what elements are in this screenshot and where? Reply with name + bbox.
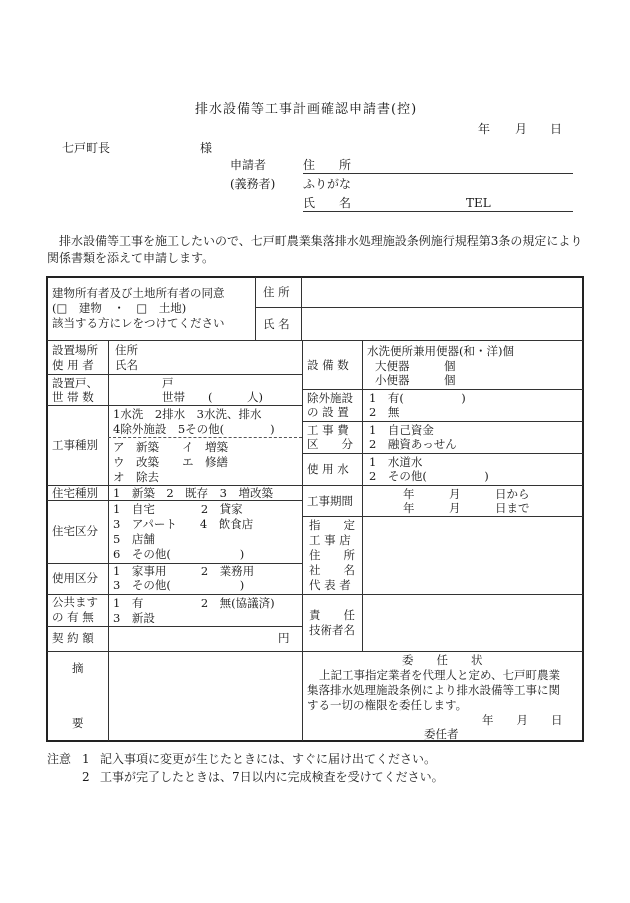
exclusion-facility-label-1: 除外施設 <box>307 391 353 405</box>
exclusion-facility-label-2: の 設 置 <box>307 405 349 419</box>
worktype-options-2[interactable]: 4除外施設 5その他( ) <box>113 422 275 436</box>
note-2-number: 2 <box>82 770 90 784</box>
consent-name-label: 氏 名 <box>263 317 290 331</box>
engineer-name-field[interactable] <box>368 600 578 645</box>
addressee-honorific: 様 <box>200 141 213 155</box>
application-statement-line2: 関係書類を添えて申請します。 <box>47 251 215 265</box>
consent-checkboxes[interactable]: (□ 建物 ・ □ 土地) <box>52 301 187 315</box>
consent-name-field[interactable] <box>310 316 580 334</box>
cost-category-option-1[interactable]: 1 自己資金 <box>369 423 434 437</box>
public-box-label-2: の 有 無 <box>52 610 94 624</box>
document-title: 排水設備等工事計画確認申請書(控) <box>195 102 418 117</box>
households-label-2: 世 帯 数 <box>52 390 94 404</box>
applicant-address-underline <box>303 173 573 174</box>
location-label-1: 設置場所 <box>52 343 98 357</box>
obligor-label: (義務者) <box>230 177 276 191</box>
power-of-attorney-signer[interactable]: 委任者 <box>424 727 459 741</box>
power-of-attorney-title: 委 任 状 <box>402 653 483 667</box>
usecat-options-1[interactable]: 1 家事用 2 業務用 <box>113 564 255 578</box>
applicant-tel-label: TEL <box>466 196 491 210</box>
work-period-label: 工事期間 <box>307 494 353 508</box>
cost-category-label-1: 工 事 費 <box>307 423 349 437</box>
engineer-label-1: 責 任 <box>309 608 355 622</box>
housetype-options[interactable]: 1 新築 2 既存 3 増改築 <box>113 486 273 500</box>
housecat-options-2[interactable]: 3 アパート 4 飲食店 <box>113 517 254 531</box>
contract-amount-field[interactable] <box>115 630 275 646</box>
work-period-to[interactable]: 年 月 日まで <box>403 501 530 515</box>
water-source-label: 使 用 水 <box>307 462 349 476</box>
engineer-label-2: 技術者名 <box>309 623 355 637</box>
worktype-options-4[interactable]: ウ 改築 エ 修繕 <box>113 455 228 469</box>
households-label-1: 設置戸、 <box>52 376 98 390</box>
equipment-count-line-3[interactable]: 小便器 個 <box>375 373 456 387</box>
worktype-options-1[interactable]: 1水洗 2排水 3水洗、排水 <box>113 407 262 421</box>
worktype-options-3[interactable]: ア 新築 イ 増築 <box>113 440 228 454</box>
date-day-label: 日 <box>550 122 563 136</box>
usecat-options-2[interactable]: 3 その他( ) <box>113 578 245 592</box>
location-name-field[interactable]: 氏名 <box>115 358 138 372</box>
remarks-label-2: 要 <box>72 716 84 730</box>
cost-category-label-2: 区 分 <box>307 437 353 451</box>
public-box-label-1: 公共ます <box>52 595 98 609</box>
housecat-label: 住宅区分 <box>52 524 98 538</box>
power-of-attorney-line-3: する一切の権限を委任します。 <box>307 698 468 712</box>
water-source-option-2[interactable]: 2 その他( ) <box>369 469 489 483</box>
housecat-options-4[interactable]: 6 その他( ) <box>113 547 245 561</box>
worktype-options-5[interactable]: オ 除去 <box>113 470 159 484</box>
consent-address-label: 住 所 <box>263 285 290 299</box>
application-statement-line1: 排水設備等工事を施工したいので、七戸町農業集落排水処理施設条例施行規程第3条の規定により <box>59 234 583 248</box>
households-count-field[interactable]: 戸 <box>162 376 174 390</box>
exclusion-facility-option-1[interactable]: 1 有( ) <box>369 391 466 405</box>
note-1-number: 1 <box>82 752 90 766</box>
contract-amount-label: 契 約 額 <box>52 631 94 645</box>
contract-amount-unit: 円 <box>278 631 290 645</box>
addressee: 七戸町長 <box>62 141 111 155</box>
location-label-2: 使 用 者 <box>52 358 94 372</box>
power-of-attorney-date[interactable]: 年 月 日 <box>482 713 563 727</box>
work-period-from[interactable]: 年 月 日から <box>403 487 530 501</box>
housecat-options-3[interactable]: 5 店舗 <box>113 532 155 546</box>
public-box-options-1[interactable]: 1 有 2 無(協議済) <box>113 596 275 610</box>
applicant-name-underline <box>303 211 573 212</box>
contractor-label-3: 住 所 <box>309 548 355 562</box>
equipment-count-line-2[interactable]: 大便器 個 <box>375 359 456 373</box>
contractor-label-4: 社 名 <box>309 563 355 577</box>
applicant-name-label: 氏 名 <box>303 196 352 210</box>
note-2-text: 工事が完了したときは、7日以内に完成検査を受けてください。 <box>100 770 444 784</box>
housecat-options-1[interactable]: 1 自宅 2 貸家 <box>113 502 243 516</box>
consent-text-line1: 建物所有者及び土地所有者の同意 <box>52 286 225 300</box>
contractor-label-2: 工 事 店 <box>309 533 351 547</box>
note-1-text: 記入事項に変更が生じたときには、すぐに届け出てください。 <box>100 752 437 766</box>
exclusion-facility-option-2[interactable]: 2 無 <box>369 405 400 419</box>
equipment-count-line-1[interactable]: 水洗便所兼用便器(和・洋)個 <box>367 344 514 358</box>
applicant-label: 申請者 <box>230 158 267 172</box>
applicant-furigana-label: ふりがな <box>303 177 352 191</box>
power-of-attorney-line-1: 上記工事指定業者を代理人と定め、七戸町農業 <box>319 668 561 682</box>
consent-address-field[interactable] <box>310 285 580 303</box>
applicant-address-label: 住 所 <box>303 158 352 172</box>
water-source-option-1[interactable]: 1 水道水 <box>369 455 423 469</box>
date-year-label: 年 <box>478 122 491 136</box>
public-box-options-2[interactable]: 3 新設 <box>113 611 155 625</box>
remarks-label-1: 摘 <box>72 661 84 675</box>
location-address-field[interactable]: 住所 <box>115 343 138 357</box>
housetype-label: 住宅種別 <box>52 486 98 500</box>
date-month-label: 月 <box>515 122 528 136</box>
contractor-label-5: 代 表 者 <box>309 578 351 592</box>
consent-text-line3: 該当する方にレをつけてください <box>52 316 225 330</box>
contractor-field[interactable] <box>368 520 578 590</box>
cost-category-option-2[interactable]: 2 融資あっせん <box>369 437 457 451</box>
notes-prefix: 注意 <box>47 752 72 766</box>
usecat-label: 使用区分 <box>52 571 98 585</box>
equipment-count-label: 設 備 数 <box>307 358 349 372</box>
worktype-label: 工事種別 <box>52 438 98 452</box>
contractor-label-1: 指 定 <box>309 518 355 532</box>
households-setai-field[interactable]: 世帯 ( 人) <box>162 390 263 404</box>
power-of-attorney-line-2: 集落排水処理施設条例により排水設備等工事に関 <box>307 683 560 697</box>
remarks-field[interactable] <box>112 656 298 736</box>
